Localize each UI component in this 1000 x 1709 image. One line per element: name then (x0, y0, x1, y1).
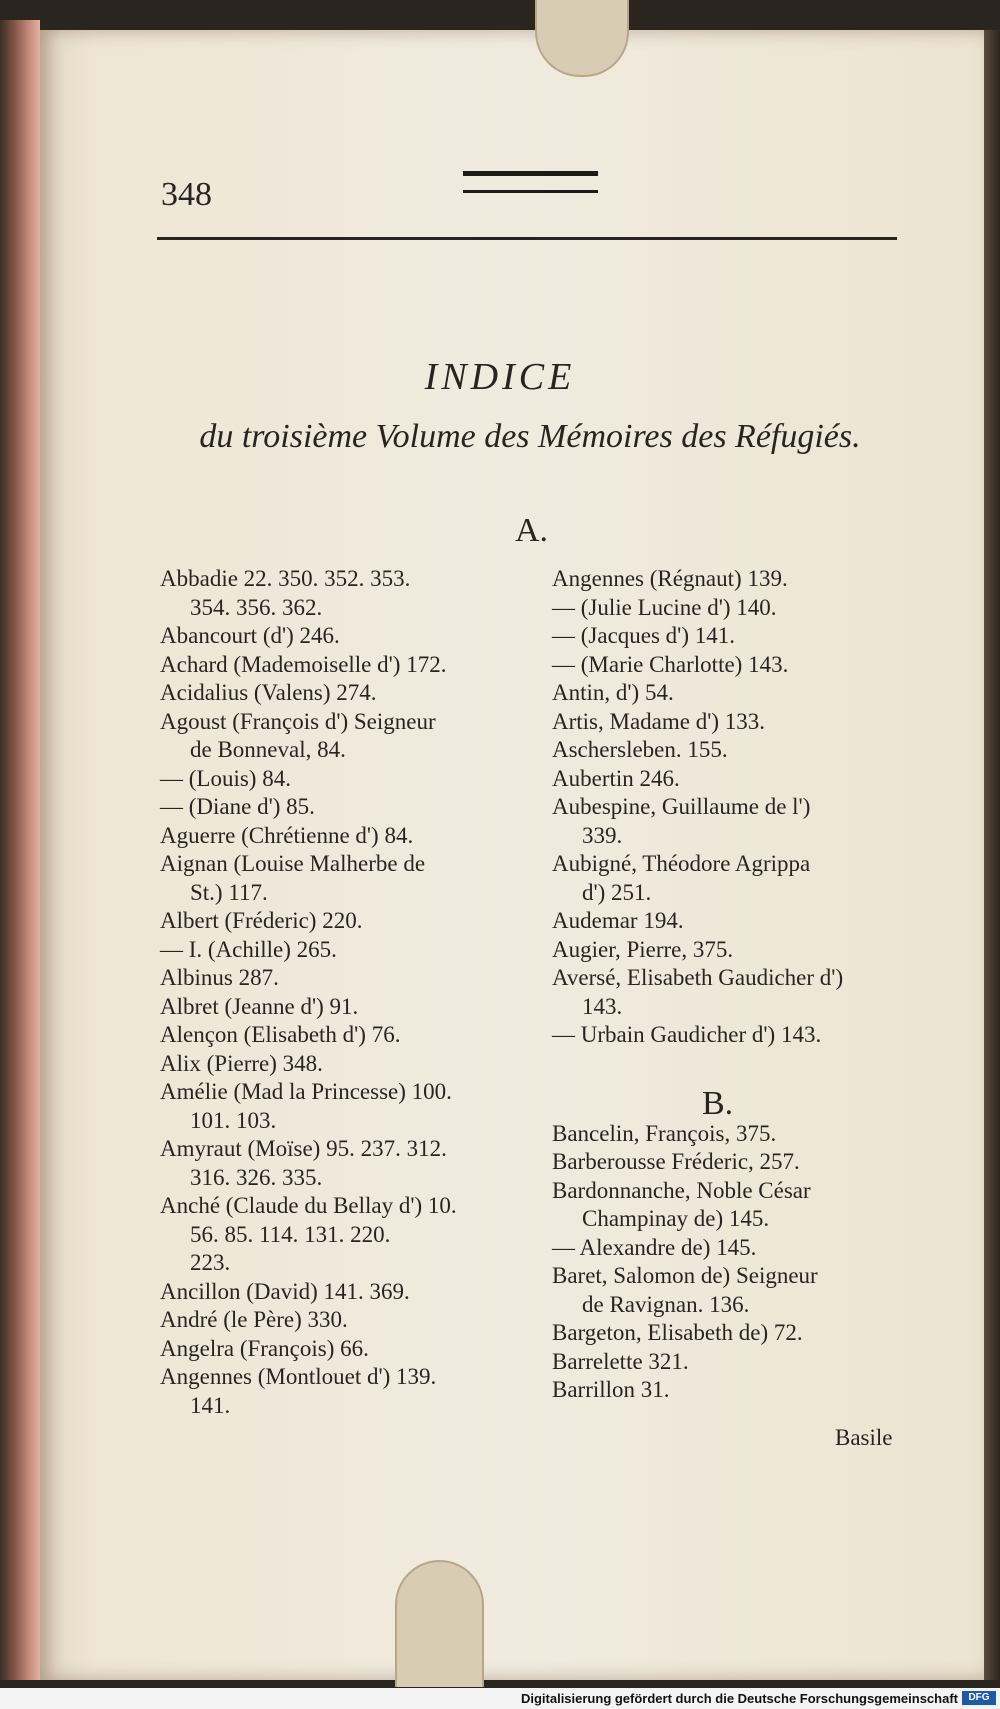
header-rule (157, 237, 897, 240)
index-entry: Anché (Claude du Bellay d') 10. (160, 1193, 457, 1218)
index-title: INDICE (424, 356, 576, 398)
index-entry: Achard (Mademoiselle d') 172. (160, 651, 447, 677)
index-entry: Baret, Salomon de) Seigneur (552, 1263, 818, 1288)
index-entry: Albert (Fréderic) 220. (160, 908, 363, 933)
index-entry: 354. 356. 362. (190, 594, 323, 620)
index-entry: — Alexandre de) 145. (552, 1234, 757, 1260)
index-entry: Alençon (Elisabeth d') 76. (160, 1022, 401, 1047)
index-entry: 316. 326. 335. (190, 1164, 323, 1190)
book-edge (0, 20, 40, 1680)
index-entry: 101. 103. (190, 1107, 277, 1133)
index-entry: Angelra (François) 66. (160, 1335, 369, 1361)
index-entry: 223. (190, 1250, 231, 1275)
index-entry: Amyraut (Moïse) 95. 237. 312. (160, 1136, 447, 1161)
section-heading-b: B. (702, 1085, 734, 1122)
index-entry: 141. (190, 1392, 231, 1418)
index-entry: Barberousse Fréderic, 257. (552, 1149, 800, 1174)
index-entry: Bardonnanche, Noble César (552, 1177, 811, 1203)
index-entry: — Urbain Gaudicher d') 143. (552, 1022, 822, 1047)
catchword: Basile (835, 1425, 893, 1450)
index-entry: Albinus 287. (160, 965, 279, 990)
index-entry: Albret (Jeanne d') 91. (160, 993, 359, 1019)
index-entry: 143. (582, 993, 623, 1019)
left-column (160, 565, 520, 1420)
index-subtitle: du troisième Volume des Mémoires des Réfugiés. (199, 418, 861, 455)
index-entry: — I. (Achille) 265. (160, 936, 337, 962)
index-entry: Aubigné, Théodore Agrippa (552, 851, 811, 876)
page-number: 348 (161, 176, 212, 213)
index-entry: Aschersleben. 155. (552, 737, 728, 762)
footer-credit: Digitalisierung gefördert durch die Deutsche Forschungsgemeinschaft (520, 1691, 958, 1706)
index-entry: Audemar 194. (552, 908, 684, 933)
index-entry: — (Marie Charlotte) 143. (552, 651, 789, 677)
section-heading-a: A. (515, 512, 549, 549)
right-column (552, 565, 897, 1405)
dfg-logo: DFG (962, 1691, 996, 1705)
index-entry: Bancelin, François, 375. (552, 1120, 777, 1146)
index-entry: — (Jacques d') 141. (552, 623, 735, 648)
header-ornament (463, 171, 598, 193)
index-entry: — (Julie Lucine d') 140. (552, 594, 777, 620)
index-entry: Barrillon 31. (552, 1377, 670, 1402)
index-entry: Bargeton, Elisabeth de) 72. (552, 1320, 803, 1345)
index-entry: Abancourt (d') 246. (160, 623, 340, 648)
index-entry: Champinay de) 145. (582, 1206, 770, 1231)
index-entry: Acidalius (Valens) 274. (160, 680, 377, 705)
index-entry: Aguerre (Chrétienne d') 84. (160, 822, 414, 848)
index-entry: de Bonneval, 84. (190, 737, 346, 762)
index-entry: Aignan (Louise Malherbe de (160, 851, 426, 876)
index-entry: André (le Père) 330. (160, 1307, 348, 1332)
index-entry: Ancillon (David) 141. 369. (160, 1278, 410, 1304)
index-entry: — (Diane d') 85. (160, 794, 315, 819)
index-entry: Amélie (Mad la Princesse) 100. (160, 1079, 452, 1104)
index-entry: Angennes (Montlouet d') 139. (160, 1364, 437, 1389)
footer-bar (0, 1688, 1000, 1709)
index-entry: 56. 85. 114. 131. 220. (190, 1221, 391, 1247)
index-entry: Angennes (Régnaut) 139. (552, 566, 788, 591)
index-entry: Aubertin 246. (552, 765, 680, 791)
index-entry: 339. (582, 822, 623, 848)
index-entry: de Ravignan. 136. (582, 1291, 750, 1317)
index-entry: Alix (Pierre) 348. (160, 1050, 323, 1076)
index-entry: — (Louis) 84. (160, 765, 291, 791)
page-clip-bottom (395, 1560, 484, 1687)
index-entry: Aversé, Elisabeth Gaudicher d') (552, 965, 844, 990)
index-entry: Aubespine, Guillaume de l') (552, 794, 811, 819)
page-right-edge (984, 30, 1000, 1680)
index-entry: Artis, Madame d') 133. (552, 708, 766, 734)
index-entry: Antin, d') 54. (552, 680, 674, 705)
index-entry: d') 251. (582, 879, 652, 905)
index-entry: St.) 117. (190, 879, 268, 905)
index-entry: Abbadie 22. 350. 352. 353. (160, 566, 411, 591)
index-entry: Agoust (François d') Seigneur (160, 708, 436, 734)
index-entry: Barrelette 321. (552, 1348, 689, 1374)
index-entry: Augier, Pierre, 375. (552, 936, 734, 962)
